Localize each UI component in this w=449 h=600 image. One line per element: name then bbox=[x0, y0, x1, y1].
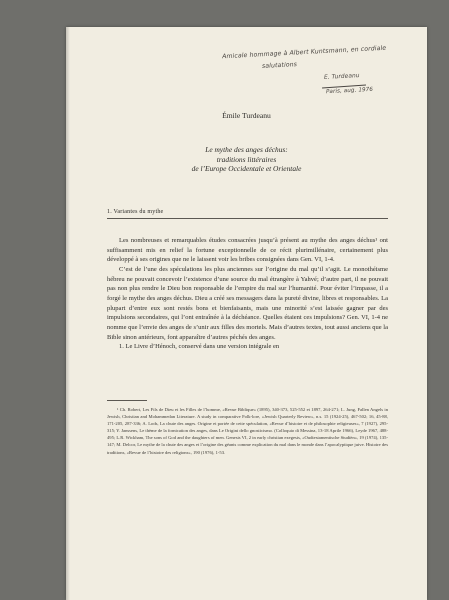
author-name: Émile Turdeanu bbox=[222, 111, 271, 120]
handwritten-place-date: Paris, aug. 1976 bbox=[325, 86, 374, 96]
title-line-2: traditions littéraires bbox=[216, 154, 277, 164]
section-rule bbox=[107, 218, 388, 219]
title-line-3: de l’Europe Occidentale et Orientale bbox=[191, 164, 302, 174]
paragraph-3: 1. Le Livre d’Hénoch, conservé dans une version intégrale en bbox=[119, 343, 280, 351]
paragraph-1: Les nombreuses et remarquables études consacrées jusqu’à présent au mythe des anges déchus¹ ont suffisamment mis en relief la fortune exceptionnelle de ce récit plurimillénaire, certainement plus développé à ses origines que ne le laissent voir les bribes consignées dans Gen. VI, 1-4. bbox=[107, 237, 388, 264]
handwritten-signature: E. Turdeanu bbox=[323, 73, 360, 81]
article-title bbox=[66, 145, 427, 174]
footnote: ¹ Ch. Robert, Les Fils de Dieu et les Filles de l’homme, «Revue Biblique» (1895), 340-373, 525-552 et 1897, 264-271; L. Jung, Fallen Angels in Jewish, Christian and Mohammedan Literature. A study in comparative Folk-lore, «Jewish Quarterly Review», n.s. 15 (1924-25), 467-502; 16, 45-88, 171-205, 287-336; A. Lods, La chute des anges. Origine et portée de cette spéculation, «Revue d’histoire et de philosophie religieuses», 7 (1927), 295-315; Y. Janssens, Le thème de la fornication des anges, dans Le Origini dello gnosticismo. (Colloquio di Messina, 13-18 Aprile 1966), Leyde 1967, 488-495; L.R. Wickham, The sons of God and the daughters of men. Genesis VI, 2 in early christian exegesis, «Oudtestamentische Studiën», 19 (1974), 135-147; M. Delcor, Le mythe de la chute des anges et l’origine des géants comme explication du mal dans le monde dans l’apocalyptique juive. Histoire des traditions, «Revue de l’histoire des religions», 190 (1976), 1-53. bbox=[107, 407, 388, 455]
section-heading: 1. Variantes du mythe bbox=[107, 209, 164, 215]
paragraph-2: C’est de l’une des spéculations les plus anciennes sur l’origine du mal qu’il s’agit. Le monothéisme hébreu ne pouvait concevoir l’existence d’une source du mal étrangère à Yahvé; d’autre part, il ne pouvait pas non plus rendre le Dieu bon responsable de l’empire du mal sur l’humanité. Pour éviter l’impasse, il a forgé le mythe des anges déchus. Dieu a créé ses messagers dans la pureté divine, libres et responsables. La plupart d’entre eux sont restés bons et bienfaisants, mais une minorité s’est laissée gagner par des impulsions secondaires, qui l’ont entraînée à la déchéance. Quelles étaient ces impulsions? Gen. VI, 1-4 ne nomme que l’envie des anges de s’unir aux filles des mortels. Mais d’autres textes, tout aussi anciens que la Bible sinon antérieurs, font apparaître d’autres péchés des anges. bbox=[107, 265, 388, 341]
footnote-rule bbox=[107, 400, 147, 401]
handwritten-dedication-line1: Amicale hommage à Albert Kuntsmann, en cordiale bbox=[221, 44, 387, 61]
handwritten-dedication-line2: salutations bbox=[261, 61, 298, 70]
title-line-1: Le mythe des anges déchus: bbox=[205, 145, 288, 154]
body-text bbox=[107, 236, 388, 352]
